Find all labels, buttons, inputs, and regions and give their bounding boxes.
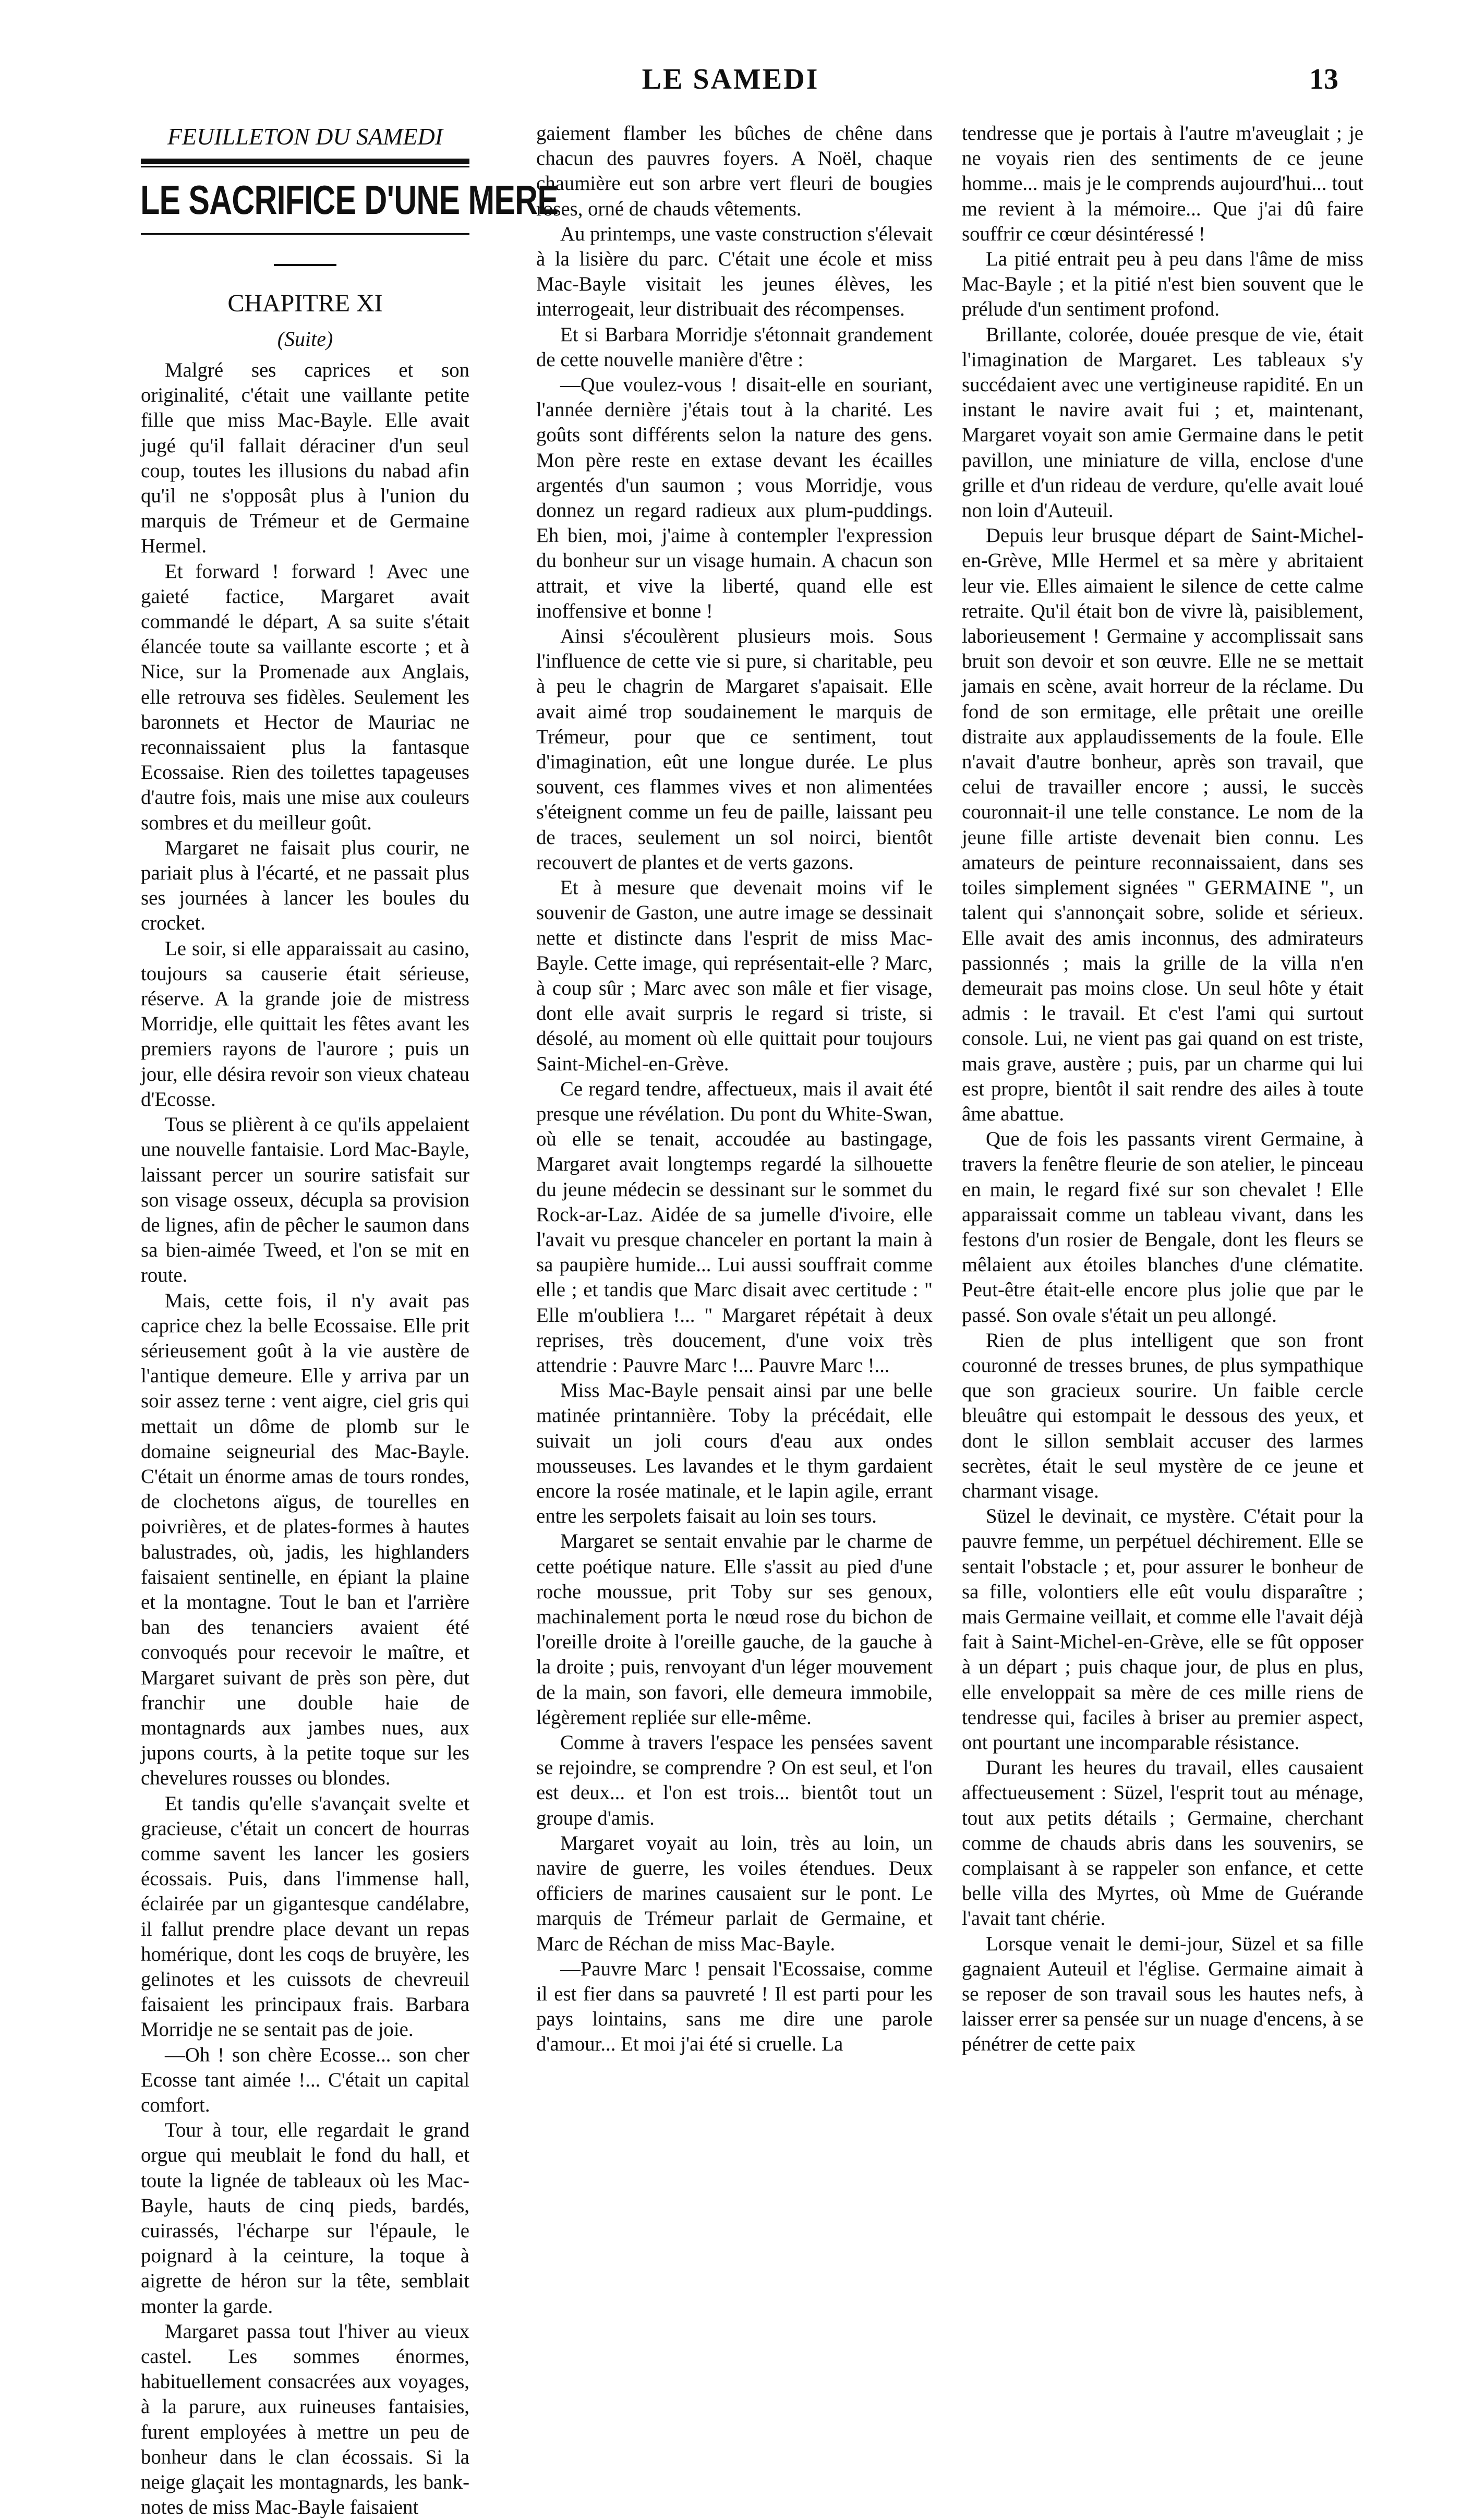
- paragraph: Ce regard tendre, affectueux, mais il avait été presque une révélation. Du pont du White-Swan, où elle se tenait, accoudée au bastingage, Margaret avait longtemps regardé la silhouette du jeune médecin se dessinant sur le sommet du Rock-ar-Laz. Aidée de sa jumelle d'ivoire, elle l'avait vu presque chanceler en portant la main à sa paupière humide... Lui aussi souffrait comme elle ; et tandis que Marc disait avec certitude : " Elle m'oubliera !... " Margaret répétait à deux reprises, très doucement, d'une voix très attendrie : Pauvre Marc !... Pauvre Marc !...: [536, 1077, 933, 1377]
- chapter-suite: (Suite): [277, 327, 333, 351]
- paragraph: Au printemps, une vaste construction s'élevait à la lisière du parc. C'était une école et miss Mac-Bayle visitait les jeunes élèves, les interrogeait, leur distribuait des récompenses.: [536, 222, 933, 321]
- paragraph: —Que voulez-vous ! disait-elle en souriant, l'année dernière j'étais tout à la charité. Les goûts sont différents selon la nature des gens. Mon père reste en extase devant les écailles argentés d'un saumon ; vous Morridje, vous donnez un regard radieux aux plum-puddings. Eh bien, moi, j'aime à contempler l'expression du bonheur sur un visage humain. A chacun son attrait, et vive la liberté, quand elle est inoffensive et bonne !: [536, 373, 933, 622]
- column-2: [536, 121, 933, 2152]
- column-1: [140, 121, 559, 2519]
- page-header: [0, 0, 1461, 115]
- paragraph: La pitié entrait peu à peu dans l'âme de miss Mac-Bayle ; et la pitié n'est bien souvent que le prélude d'un sentiment profond.: [962, 248, 1363, 321]
- paragraph: Comme à travers l'espace les pensées savent se rejoindre, se comprendre ? On est seul, et l'on est deux... et l'on est trois... bientôt tout un groupe d'amis.: [536, 1731, 933, 1829]
- paragraph: Tour à tour, elle regardait le grand orgue qui meublait le fond du hall, et toute la lignée de tableaux où les Mac-Bayle, hauts de cinq pieds, bardés, cuirassés, l'écharpe sur l'épaule, le poignard à la ceinture, la toque à aigrette de héron sur la tête, semblait monter la garde.: [141, 2119, 469, 2318]
- paragraph: Et forward ! forward ! Avec une gaieté factice, Margaret avait commandé le départ, A sa suite s'était élancée toute sa vaillante escorte ; et à Nice, sur la Promenade aux Anglais, elle retrouva ses fidèles. Seulement les baronnets et Hector de Mauriac ne reconnaissaient plus la fantasque Ecossaise. Rien des toilettes tapageuses d'autre fois, mais une mise aux couleurs sombres et du meilleur goût.: [141, 560, 469, 834]
- paragraph: Et tandis qu'elle s'avançait svelte et gracieuse, c'était un concert de hourras comme savent les lancer les gosiers écossais. Puis, dans l'immense hall, éclairée par un gigantesque candélabre, il fallut prendre place devant un repas homérique, dont les coqs de bruyère, les gelinotes et les cuissots de chevreuil faisaient les principaux frais. Barbara Morridje ne se sentait pas de joie.: [141, 1792, 469, 2041]
- feuilleton-label: FEUILLETON DU SAMEDI: [167, 123, 443, 150]
- paragraph: Mais, cette fois, il n'y avait pas caprice chez la belle Ecossaise. Elle prit sérieusement goût à la vie austère de l'antique demeure. Elle y arriva par un soir assez terne : vent aigre, ciel gris qui mettait un dôme de plomb sur le domaine seigneurial des Mac-Bayle. C'était un énorme amas de tours rondes, de clochetons aïgus, de tourelles en poivrières, et de plates-formes à hautes balustrades, où, jadis, les highlanders faisaient sentinelle, en épiant la plaine et la montagne. Tout le ban et l'arrière ban des tenanciers avaient été convoqués pour recevoir le maître, et Margaret suivant de près son père, dut franchir une double haie de montagnards aux jambes nues, aux jupons courts, à la petite toque sur les chevelures rousses ou blondes.: [141, 1289, 469, 1790]
- paragraph: Et si Barbara Morridje s'étonnait grandement de cette nouvelle manière d'être :: [536, 323, 933, 371]
- column-3: [962, 121, 1363, 2152]
- column-2-text: [536, 121, 933, 2057]
- column-1-text: [141, 358, 469, 2520]
- paragraph: Malgré ses caprices et son originalité, c'était une vaillante petite fille que miss Mac-Bayle. Elle avait jugé qu'il fallait déraciner d'un seul coup, toutes les illusions du nabad afin qu'il ne s'opposât plus à l'union du marquis de Trémeur et de Germaine Hermel.: [141, 359, 469, 558]
- paragraph: Miss Mac-Bayle pensait ainsi par une belle matinée printannière. Toby la précédait, elle suivait un joli cours d'eau aux ondes mousseuses. Les lavandes et le thym gardaient encore la rosée matinale, et le lapin agile, errant entre les serpolets faisait au loin ses tours.: [536, 1379, 933, 1528]
- column-3-text: [962, 121, 1363, 2057]
- title-rule-top-thin: [141, 166, 469, 167]
- paragraph: gaiement flamber les bûches de chêne dans chacun des pauvres foyers. A Noël, chaque chaumière eut son arbre vert fleuri de bougies roses, orné de chauds vêtements.: [536, 122, 933, 220]
- paragraph: —Oh ! son chère Ecosse... son cher Ecosse tant aimée !... C'était un capital comfort.: [141, 2043, 469, 2117]
- page-number: 13: [1309, 63, 1338, 95]
- chapter-heading: CHAPITRE XI: [227, 290, 383, 317]
- paragraph: Margaret se sentait envahie par le charme de cette poétique nature. Elle s'assit au pied d'une roche moussue, prit Toby sur ses genoux, machinalement porta le nœud rose du bichon de l'oreille droite à l'oreille gauche, de la gauche à la droite ; puis, renvoyant d'un léger mouvement de la main, son favori, elle demeura immobile, légèrement repliée sur elle-même.: [536, 1530, 933, 1729]
- paragraph: Et à mesure que devenait moins vif le souvenir de Gaston, une autre image se dessinait nette et distincte dans l'esprit de miss Mac-Bayle. Cette image, qui représentait-elle ? Marc, à coup sûr ; Marc avec son mâle et fier visage, dont elle avait surpris le regard si triste, si désolé, au moment où elle quittait pour toujours Saint-Michel-en-Grève.: [536, 876, 933, 1075]
- title-rule-top: [141, 159, 469, 164]
- paragraph: Margaret voyait au loin, très au loin, un navire de guerre, les voiles étendues. Deux officiers de marines causaient sur le pont. Le marquis de Trémeur parlait de Germaine, et Marc de Réchan de miss Mac-Bayle.: [536, 1831, 933, 1955]
- paragraph: Tous se plièrent à ce qu'ils appelaient une nouvelle fantaisie. Lord Mac-Bayle, laissant percer un sourire satisfait sur son visage osseux, décupla sa provision de lignes, afin de pêcher le saumon dans sa bien-aimée Tweed, et l'on se mit en route.: [141, 1113, 469, 1287]
- paragraph: Margaret ne faisait plus courir, ne pariait plus à l'écarté, et ne passait plus ses journées à lancer les boules du crocket.: [141, 836, 469, 935]
- story-title: LE SACRIFICE D'UNE MERE: [140, 177, 559, 223]
- paragraph: Durant les heures du travail, elles causaient affectueusement : Süzel, l'esprit tout au ménage, tout aux petits détails ; Germaine, cherchant comme de chauds abris dans les souvenirs, se complaisant à se rappeler son enfance, et cette belle villa des Myrtes, où Mme de Guérande l'avait tant chérie.: [962, 1756, 1363, 1930]
- publication-title: LE SAMEDI: [642, 63, 819, 95]
- paragraph: Depuis leur brusque départ de Saint-Michel-en-Grève, Mlle Hermel et sa mère y abritaient leur vie. Elles aimaient le silence de cette calme retraite. Qu'il était bon de vivre là, paisiblement, laborieusement ! Germaine y accomplissait sans bruit son devoir et son œuvre. Elle ne se mettait jamais en scène, avait horreur de la réclame. Du fond de son ermitage, elle prêtait une oreille distraite aux applaudissements de la foule. Elle n'avait d'autre bonheur, après son travail, que celui de travailler encore ; aussi, le succès couronnait-il une telle constance. Le nom de la jeune fille artiste devenait bien connu. Les amateurs de peinture reconnaissaient, dans ses toiles simplement signées " GERMAINE ", un talent qui s'annonçait sobre, solide et sérieux. Elle avait des amis inconnus, des admirateurs passionnés ; mais la grille de la villa n'en demeurait pas moins close. Un seul hôte y était admis : le travail. Et c'est l'ami qui surtout console. Lui, ne vient pas gai quand on est triste, mais grave, austère ; puis, par un charme qui lui est propre, bientôt il sait rendre des ailes à toute âme abattue.: [962, 524, 1363, 1125]
- paragraph: Rien de plus intelligent que son front couronné de tresses brunes, de plus sympathique que son gracieux sourire. Un faible cercle bleuâtre qui estompait le dessous des yeux, et dont le sillon semblait accuser des larmes secrètes, était le seul mystère de ce jeune et charmant visage.: [962, 1329, 1363, 1502]
- paragraph: Lorsque venait le demi-jour, Süzel et sa fille gagnaient Auteuil et l'église. Germaine aimait à se reposer de son travail sous les hautes nefs, à laisser errer sa pensée sur un nuage d'encens, à se pénétrer de cette paix: [962, 1932, 1363, 2056]
- paragraph: Margaret passa tout l'hiver au vieux castel. Les sommes énormes, habituellement consacrées aux voyages, à la parure, aux ruineuses fantaisies, furent employées à mettre un peu de bonheur dans le clan écossais. Si la neige glaçait les montagnards, les bank-notes de miss Mac-Bayle faisaient: [141, 2320, 469, 2519]
- chapter-divider: [274, 264, 336, 266]
- paragraph: tendresse que je portais à l'autre m'aveuglait ; je ne voyais rien des sentiments de ce jeune homme... mais je le comprends aujourd'hui... tout me revient à la mémoire... Que j'ai dû faire souffrir ce cœur désintéressé !: [962, 122, 1363, 245]
- title-rule-bottom: [141, 233, 469, 235]
- paragraph: —Pauvre Marc ! pensait l'Ecossaise, comme il est fier dans sa pauvreté ! Il est parti pour les pays lointains, sans me dire une parole d'amour... Et moi j'ai été si cruelle. La: [536, 1957, 933, 2056]
- paragraph: Le soir, si elle apparaissait au casino, toujours sa causerie était sérieuse, réserve. A la grande joie de mistress Morridje, elle quittait les fêtes avant les premiers rayons de l'aurore ; puis un jour, elle désira revoir son vieux chateau d'Ecosse.: [141, 937, 469, 1111]
- paragraph: Süzel le devinait, ce mystère. C'était pour la pauvre femme, un perpétuel déchirement. Elle se sentait l'obstacle ; et, pour assurer le bonheur de sa fille, volontiers elle eût voulu disparaître ; mais Germaine veillait, et comme elle l'avait déjà fait à Saint-Michel-en-Grève, elle se fût opposer à un départ ; puis chaque jour, de plus en plus, elle enveloppait sa mère de ces mille riens de tendresse qui, faciles à briser au premier aspect, ont pourtant une incomparable résistance.: [962, 1505, 1363, 1754]
- paragraph: Brillante, colorée, douée presque de vie, était l'imagination de Margaret. Les tableaux s'y succédaient avec une vertigineuse rapidité. En un instant le navire avait fui ; et, maintenant, Margaret voyait son amie Germaine dans le petit pavillon, une miniature de villa, enclose d'une grille et d'un rideau de verdure, qu'elle avait loué non loin d'Auteuil.: [962, 323, 1363, 522]
- paragraph: Que de fois les passants virent Germaine, à travers la fenêtre fleurie de son atelier, le pinceau en main, le regard fixé sur son chevalet ! Elle apparaissait comme un tableau vivant, dans les festons d'un rosier de Bengale, dont les fleurs se mêlaient aux étoiles blanches d'une clématite. Peut-être était-elle encore plus jolie que par le passé. Son ovale s'était un peu allongé.: [962, 1128, 1363, 1327]
- paragraph: Ainsi s'écoulèrent plusieurs mois. Sous l'influence de cette vie si pure, si charitable, peu à peu le chagrin de Margaret s'apaisait. Elle avait aimé trop soudainement le marquis de Trémeur, pour que ce sentiment, tout d'imagination, eût une longue durée. Le plus souvent, ces flammes vives et non alimentées s'éteignent comme un feu de paille, laissant peu de traces, seulement un sol noirci, bientôt recouvert de plantes et de verts gazons.: [536, 625, 933, 874]
